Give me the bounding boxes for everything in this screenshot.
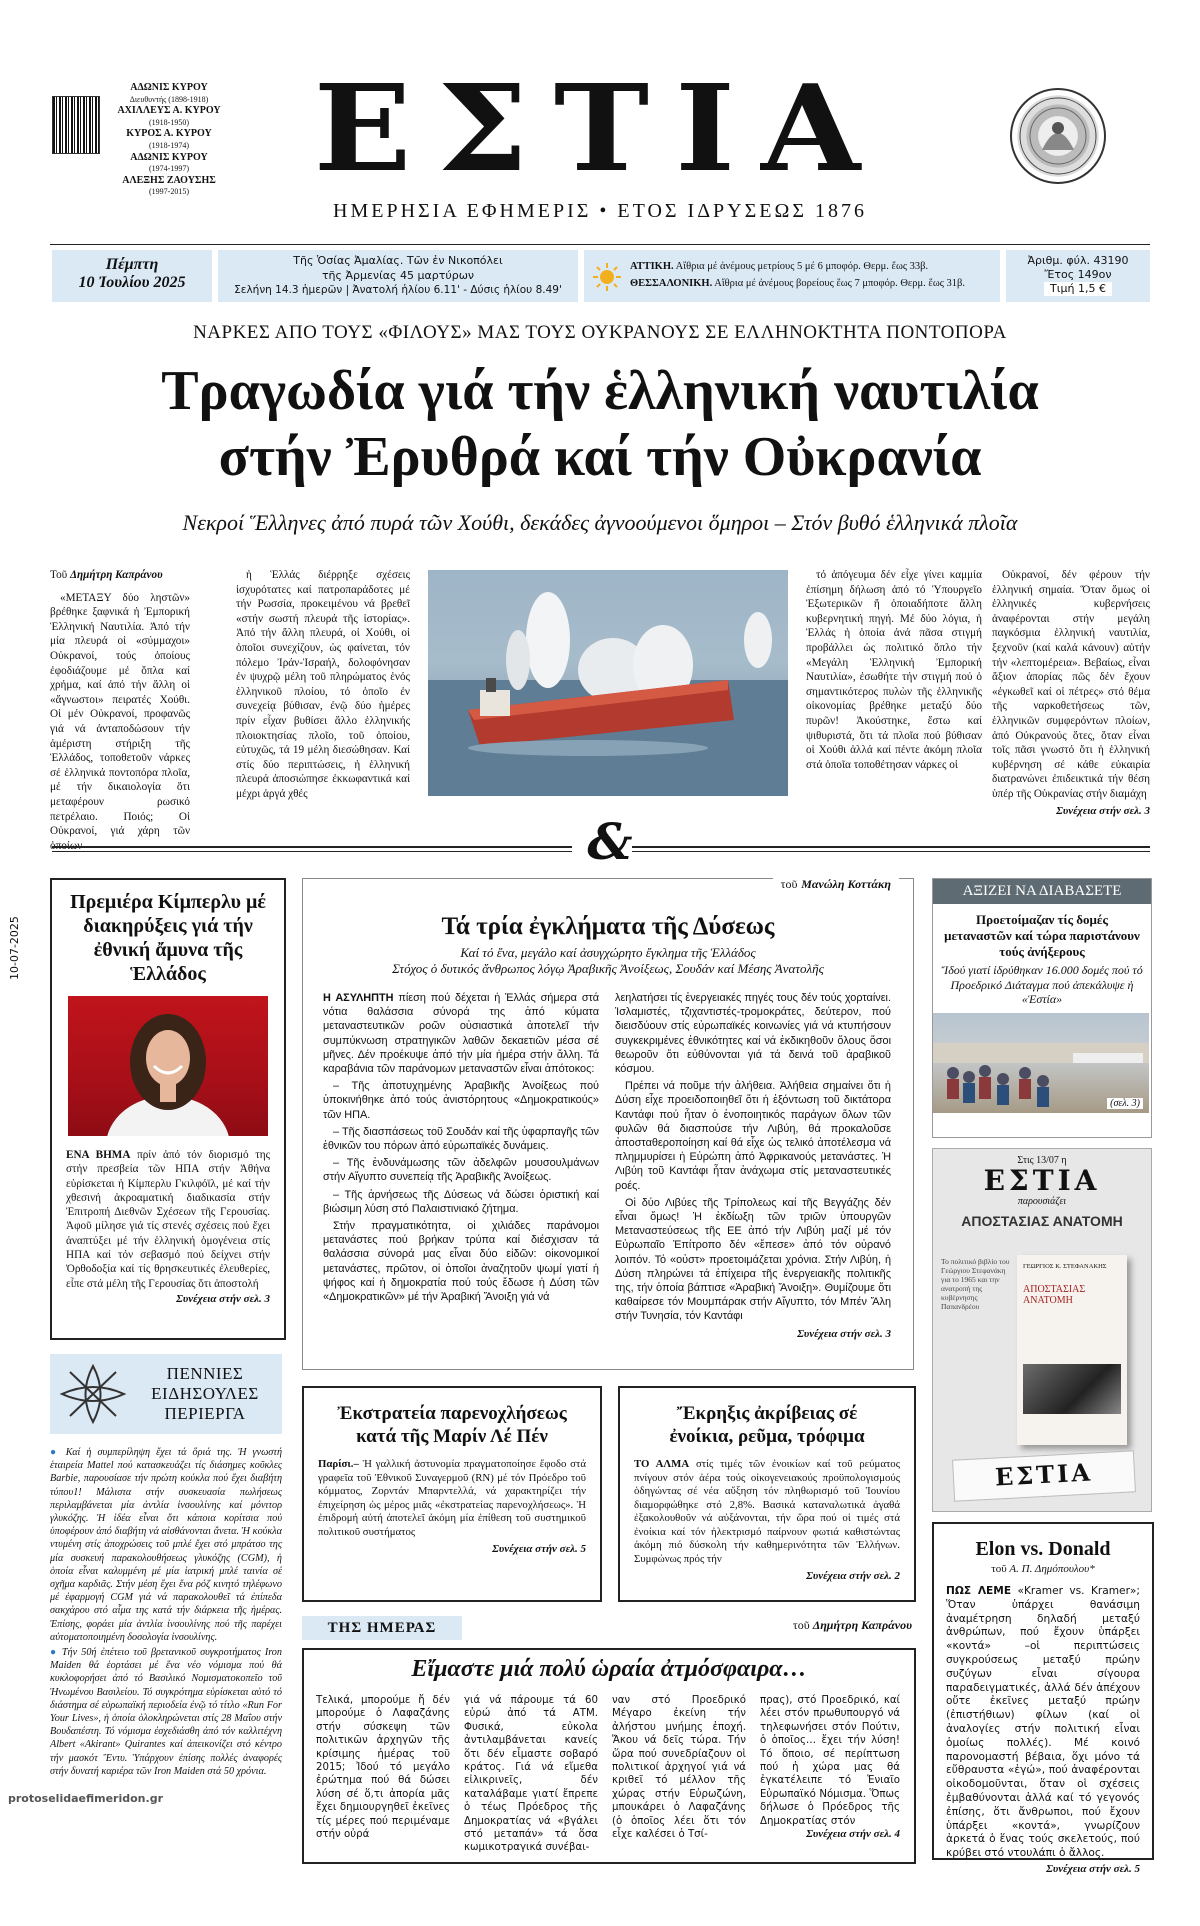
small-news-title: ΠΕΝΝΙΕΣ ΕΙΔΗΣΟΥΛΕΣ ΠΕΡΙΕΡΓΑ <box>151 1364 259 1423</box>
side-date: 10-07-2025 <box>8 916 21 980</box>
day-col-2 <box>464 1694 598 1855</box>
masthead-rule <box>50 244 1150 245</box>
continued-link[interactable]: Συνέχεια στήν σελ. 5 <box>1046 1862 1140 1875</box>
feature-caption: (σελ. 3) <box>1107 1098 1143 1109</box>
body-text: λεηλατήσει τίς ἐνεργειακές πηγές τους δέν τούς χορταίνει. Ἰσλαμιστές, τζιχαντιστές-τρομοκράτες, δεύτερον, πού διεισδύουν στίς εὐρωπαϊκές κοινωνίες γιά νά κτυπήσουν συγκεκριμένες ἐθνικότητες καί νά ἐκδικηθοῦν ὅλους ὅσοι θεωροῦν ὅτι εὐθύνονται γιά τά δεινά τοῦ ἀραβικοῦ κόσμου. <box>615 992 891 1076</box>
feature-sub: Ἴδού γιατί ἱδρύθηκαν 16.000 δομές πού τό Προεδρικό Διάταγμα πού ἀπεκάλυψε ἡ «Ἑστία» <box>941 963 1143 1006</box>
lead-subhead: Νεκροί Ἕλληνες ἀπό πυρά τῶν Χούθι, δεκάδες ἀγνοούμενοι ὅμηροι – Στόν βυθό ἑλληνικά πλοῖα <box>182 510 1018 535</box>
feature-photo <box>933 1013 1149 1113</box>
lead-col-4 <box>992 568 1150 818</box>
center-sub-1: Καί τό ἔνα, μεγάλο καί ἀσυγχώρητο ἔγκλημα τῆς Ἑλλάδος <box>460 945 756 960</box>
masthead-seal <box>1010 88 1106 184</box>
lead-text: «ΜΕΤΑΞΥ δύο ληστῶν» βρέθηκε ξαφνικά ἡ Ἐμπορική Ἑλληνική Ναυτιλία. Ἀπό τήν μία πλευρά οἱ «σύμμαχοι» Οὐκρανοί, τούς ὁποίους ἐφοδιάζουμε μέ ὅπλα καί χρήμα, καί ἀπό τήν ἄλλη οἱ «ἄγνωστοι» πειρατές Χούθι. Οἱ μέν Οὐκρανοί, προφανῶς γιά νά ἀνταποδώσουν τήν ἀμέριστη στήριξη τῆς Ἑλλάδος, τοποθετοῦν νάρκες σέ ἑλληνικά ποντοπόρα πλοῖα, μέ τήν δικαιολογία ὅτι μεταφέρουν ρωσικό πετρέλαιο. Ποιός; Οἱ Οὐκρανοί, γιά χάρη τῶν ὁποίων <box>50 591 190 852</box>
elon-box <box>932 1522 1154 1875</box>
center-story-box <box>302 878 914 1370</box>
ampersand-ornament: & <box>587 812 633 871</box>
issue-price: Τιμή 1,5 € <box>1044 282 1112 296</box>
lead-text: ἡ Ἑλλάς διέρρηξε σχέσεις ἰσχυρότατες καί πατροπαράδοτες μέ τήν Ρωσσία, προκειμένου νά βρεθεῖ «στήν σωστή πλευρά τῆς ἱστορίας». Ἀπό τήν ἄλλη πλευρά, οἱ Χούθι, οἱ ὁποῖοι συνεχίζουν, ὡς φαίνεται, τόν πόλεμο Ἰράν-Ἰσραήλ, δολοφόνησαν ἐν ψυχρῷ μέλη τοῦ πληρώματος ἑνός ἑλληνικοῦ πλοίου, τό ὁποῖο ἐν συνεχείᾳ βύθισαν, ἐνῷ δύο ἡμέρες πρίν εἶχαν βυθίσει ἄλλο ἑλληνικής πλοιοκτησίας πλοῖο, τοῦ ὁποίου, εὐτυχῶς, τά 19 μέλη διεσώθησαν. Καί στίς δύο περιπτώσεις, ἡ ἑλληνική πλευρά ἀποσιώπησε ἐκκωφαντικά καί μέχρι ἀργά χθές <box>236 569 410 800</box>
body-text: Οἱ δύο Λιβύες τῆς Τρίπολεως καί τῆς Βεγγάζης δέν εἶναι ὅμως! Ἡ ἐκδίωξη τῶν τριῶν ὑπουργῶν Μεταναστεύσεως τῆς ΕΕ ἀπό τήν Λιβύη μαζί μέ τόν Εὐρωπαῖο Ἐπίτροπο δέν «ἔπεσε» ἀπό τόν οὐρανό λοιπόν. Τό «οὐστ» προετοιμάζεται χρόνια. Στήν Λιβύη, ἡ Δύση πληρώνει τά ἐπίχειρα τῆς ἐνεργειακῆς πολιτικῆς της, τήν ὁποία βάπτισε «Ἀραβική Ἄνοιξη». Θυμίζουμε ὅτι καθαίρεσε τόν Μουμπάρακ στήν Αἴγυπτο, τόν Μπέν Ἄλη στήν Τυνησία, τόν Καντάφι <box>615 1196 891 1323</box>
barcode <box>52 96 100 154</box>
publishers-list <box>104 82 234 198</box>
day-col-3 <box>612 1694 746 1841</box>
center-byline <box>773 877 899 892</box>
book-cover <box>1017 1255 1127 1445</box>
continued-link[interactable]: Συνέχεια στήν σελ. 3 <box>797 1327 891 1340</box>
date-box <box>52 250 212 302</box>
center-headline: Τά τρία ἐγκλήματα τῆς Δύσεως <box>441 913 775 940</box>
lead-col-2 <box>236 568 410 802</box>
body-text: Ἡ γαλλική ἀστυνομία πραγματοποίησε ἔφοδο στά γραφεῖα τοῦ Ἐθνικοῦ Συναγερμοῦ (RN) μέ τόν Πρόεδρο τοῦ κόμματος, Ζορντάν Μπαρντελλά, νά χαρακτηρίζει τήν ἐπιχείρηση ὡς μέρος μιᾶς «ἐκστρατείας παρενοχλήσεως». Ἡ ἐπιδρομή αὐτή ἀποτελεῖ ἀκόμη μία ἐπίθεση τοῦ συστημικοῦ πολιτικοῦ συστήματος <box>318 1458 587 1538</box>
center-col-2 <box>615 991 891 1341</box>
promo-bottom-paper: ΕΣΤΙΑ <box>994 1457 1094 1492</box>
publisher-line: (1918-1950) <box>149 117 189 127</box>
body-text: «Kramer vs. Kramer»; Ὅταν ὑπάρχει θανάσιμη ἀναμέτρηση δηλαδή μεταξύ ἀνθρώπων, πού ἔχουν ὑπάρξει «κοντά» –οἱ περιπτώσεις συγκρούσεως μεταξύ πρώην συζύγων εἶναι σίγουρα παραδειγματικές, ἀλλά δέν ἀπέχουν οὔτε ἐκεῖνες μεταξύ πρώην (ἐπιστήθιων) φίλων (καί οἱ ἀναλογίες στήν πολιτική εἶναι ὁμοίως πολλές). Μέ κοινό παρονομαστή βέβαια, ὅχι μόνο τά εὔθραυστα «ἐγώ», πού ἀναφέρονται οἰκοδομοῦνται, ὅταν οἱ σχέσεις ἐμβαθύνονται ἀλλά καί τό γεγονός ἐπίσης, ὅτι ἄνθρωποι, πού ἔχουν ὑπάρξει «κοντά», γνωρίζουν ἀρκετά ὁ ἕνας τούς σκελετούς, πού κρύβει στό ντουλάπι ὁ ἄλλος. <box>946 1585 1140 1860</box>
day-col-1 <box>316 1694 450 1841</box>
lead-byline <box>50 568 190 583</box>
day-column-label: ΤΗΣ ΗΜΕΡΑΣ <box>302 1616 462 1640</box>
promo-newspaper <box>952 1450 1136 1501</box>
left-story-headline: Πρεμιέρα Κίμπερλυ μέ διακηρύξεις γιά τήν ἐθνική ἄμυνα τῆς Ἑλλάδος <box>70 891 266 985</box>
publisher-line: ΚΥΡΟΣ Α. ΚΥΡΟΥ <box>126 128 212 140</box>
weather-label: ΑΤΤΙΚΗ. <box>630 261 674 272</box>
lead-headline <box>50 358 1150 490</box>
news-bullet <box>50 1646 282 1778</box>
body-text: πρίν ἀπό τόν διορισμό της στήν πρεσβεία τῶν ΗΠΑ στήν Ἀθήνα εὑρίσκεται ἡ Κίμπερλυ Γκιλφόϊλ, μέ καί τήν χθεσινή ἀκροαματική διαδικασία στήν Ἐπιτροπή Διεθνῶν Σχέσεων τῆς Γερουσίας. Ἀφοῦ μίλησε γιά τίς στενές σχέσεις πού ἔχει ἀναπτύξει μέ τήν ἑλληνική ὁμογένεια στίς ΗΠΑ καί τόν σεβασμό πού δείχνει στήν Ὀρθοδοξία καί τίς θρησκευτικές ἐλευθερίες, εἶπε στά μέλη τῆς Γερουσίας ὅτι ἀποστολή <box>66 1149 271 1290</box>
small-news-body <box>50 1446 282 1778</box>
prices-text <box>634 1458 900 1566</box>
body-text: στίς τιμές τῶν ἐνοικίων καί τοῦ ρεύματος πνίγουν στόν ἀέρα τούς οἰκογενειακούς προϋπολογισμούς ὁδηγώντας σέ νέα αὔξηση τόν πληθωρισμό τοῦ Ἰουνίου διαμορφώθηκε στό 2,8%. Βασικά καταναλωτικά ἀγαθά ἐξακολουθοῦν νά αὐξάνονται, τήν ὥρα πού οἱ τιμές στά ἐνοίκια καί τόν ἠλεκτρισμό παίρνουν φωτιά καθιστώντας ἀκόμη πιό δύσκολη τήν καθημερινότητα τῶν Ἑλλήνων. Συμφώνως πρός τήν <box>634 1458 900 1565</box>
promo-blurb: Το πολιτικό βιβλίο του Γεώργιου Στεφανάκη για το 1965 και την ανατροπή της κυβέρνησης Παπανδρέου <box>941 1257 1010 1311</box>
body-text: – Τῆς ἐνδυνάμωσης τῶν ἀδελφῶν μουσουλμάνων στήν Αἴγυπτο συνεπείᾳ τῆς Ἀραβικῆς Ἀνοίξεως. <box>323 1157 599 1184</box>
byline-name: Μανώλη Κοττάκη <box>801 877 891 891</box>
elon-text <box>946 1585 1140 1861</box>
sun-icon <box>592 262 622 292</box>
byline-prefix: Τοῦ <box>50 569 68 581</box>
promo-title: ΑΠΟΣΤΑΣΙΑΣ ΑΝΑΤΟΜΗ <box>961 1213 1123 1229</box>
left-story-photo <box>68 996 268 1136</box>
bullet-icon: ● <box>50 1447 60 1458</box>
feature-headline: Προετοίμαζαν τίς δομές μεταναστῶν καί τώρα παριστάνουν τούς ἀνήξερους <box>944 912 1140 959</box>
publisher-line: ΑΔΩΝΙΣ ΚΥΡΟΥ <box>130 151 208 163</box>
lead-word: ΤΟ ΑΛΜΑ <box>634 1458 690 1470</box>
day-column-headline: Εἴμαστε μιά πολύ ὡραία ἀτμόσφαιρα… <box>411 1656 807 1682</box>
issue-number: Ἀριθμ. φύλ. 43190 <box>1027 254 1129 267</box>
right-feature-box <box>932 878 1152 1138</box>
lead-word: Η ΑΣΥΛΗΠΤΗ <box>323 992 394 1004</box>
issue-year: Ἔτος 149ον <box>1044 268 1112 281</box>
elon-headline: Elon vs. Donald <box>975 1538 1111 1560</box>
publisher-line: (1918-1974) <box>149 140 189 150</box>
byline-prefix: τοῦ <box>780 877 798 891</box>
body-text: Πρέπει νά ποῦμε τήν ἀλήθεια. Ἀλήθεια σημαίνει ὅτι ἡ Δύση εἶχε προειδοποιηθεῖ ὅτι ἡ ἐξόντωση τοῦ δικτάτορα Καντάφι πού ἦταν ὁ ἑνοποιητικός παράγων ὅλων τῶν φυλῶν θά διασπούσε τήν Λιβύη, θά προκαλοῦσε ἀποσταθεροποίηση καί θά εἶχε ὡς τελικό ἀποτέλεσμα νά πλημμυρίσει ἡ Εὐρώπη ἀπό Ἀφρικανούς μετανάστες. Ἡ Λιβύη τοῦ Καντάφι ἦταν ἀνάχωμα στίς μεταναστευτικές ροές. <box>615 1080 891 1192</box>
elon-byline <box>934 1563 1152 1575</box>
byline-name: Δημήτρη Καπράνου <box>812 1618 912 1632</box>
campaign-headline: Ἐκστρατεία παρενοχλήσεως κατά τῆς Μαρίν Λέ Πέν <box>337 1403 567 1447</box>
small-news-header <box>50 1354 282 1434</box>
saints-box <box>218 250 578 302</box>
continued-link[interactable]: Συνέχεια στήν σελ. 3 <box>1056 804 1150 817</box>
body-text: – Τῆς ἀποτυχημένης Ἀραβικῆς Ἀνοίξεως πού ὑποκινήθηκε ἀπό τούς ἀνιστόρητους «Δημοκρατικούς» τῶν ΗΠΑ. <box>323 1080 599 1121</box>
body-text: Τελικά, μπορούμε ἤ δέν μπορούμε ὁ Λαφαζάνης στήν σύσκεψη τῶν πολιτικῶν ἀρχηγῶν τῆς κρίσιμης ἡμέρας τοῦ 2015; Ἰδού τό μεγάλο ἐρώτημα πού θά δώσει λύση σέ ὅ,τι ἀπορία μᾶς ἔχει δημιουργηθεῖ ἐκεῖνες τίς μέρες πού περιμέναμε στήν οὐρά <box>316 1695 450 1841</box>
promo-paper: ΕΣΤΙΑ <box>983 1164 1101 1197</box>
body-text: ναν στό Προεδρικό Μέγαρο ἐκείνη τήν ἀλήστου μνήμης ἐποχή. Ἄκου νά δεῖς τώρα. Τήν ὥρα πού συνεδρίαζουν οἱ πολιτικοί ἀρχηγοί γιά νά κριθεῖ τό μέλλον τῆς χώρας στήν Εὐρωζώνη, μπουκάρει ὁ Λαφαζάνης (ὁ ὁποῖος λέει ὅτι τόν εἶχε καλέσει ὁ Τσί- <box>612 1695 746 1841</box>
book-cover-photo <box>1023 1364 1121 1414</box>
continued-link[interactable]: Συνέχεια στήν σελ. 5 <box>492 1543 586 1555</box>
lead-col-1 <box>50 568 190 853</box>
masthead-subtitle: ΗΜΕΡΗΣΙΑ ΕΦΗΜΕΡΙΣ • ΕΤΟΣ ΙΔΡΥΣΕΩΣ 1876 <box>333 200 867 222</box>
weather-label: ΘΕΣΣΑΛΟΝΙΚΗ. <box>630 278 713 289</box>
lead-photo <box>428 570 788 796</box>
lead-col-3 <box>806 568 982 772</box>
body-text: Καί ἡ συμπερίληψη ἔχει τά ὅριά της. Ἡ γνωστή ἑταιρεία Mattel πού κατασκευάζει τίς διάσημες κοῦκλες Barbie, παρουσίασε τήν πρώτη κούκλα πού ἔχει διαβήτη τύπου1! Μάλιστα στήν συσκευασία πωλήσεως περιλαμβάνεται μία ἀντλία ἰνσουλίνης καί μόνιτορ γλυκόζης. Ἡ ἰδέα εἶναι ὅτι κάποια κορίτσια πού ὑποφέρουν ἀπό διαβήτη νά αἰσθάνονται ἄνετα. Ἡ κούκλα ντυμένη στίς ἀποχρώσεις τοῦ μπλέ ἔχει στό μπράτσο της μία συσκευή παρακολουθήσεως γλυκόζης (CGM), ἡ ὁποία εἶναι καλυμμένη μέ μία ἰατρική μπλέ ταινία σέ σχῆμα καρδιᾶς. Στήν μέση ἔχει ἕνα ρόζ κινητό τηλέφωνο μέ ἐφαρμογή CGM γιά νά παρακολουθεῖ τά ἐπίπεδα σακχάρου στό αἷμα της κατά τήν διάρκεια τῆς ἡμέρας. Ἐπίσης, φοράει μία ἀντλία ἰνσουλίνης πού τῆς παρέχει αὐτοματοποιημένη δοσολογία ἰνσουλίνης. <box>50 1447 282 1643</box>
continued-link[interactable]: Συνέχεια στήν σελ. 4 <box>806 1828 900 1841</box>
body-text: πίεση πού δέχεται ἡ Ἑλλάς σήμερα στά νότια θαλάσσια σύνορά της ἀπό κύματα μεταναστευτικῶν ροῶν οὐσιαστικά ἀποτελεῖ τήν συμπύκνωση στρατηγικῶν λαθῶν δεκαετιῶν μέσα σέ μῆνες. Δέν προέκυψε ἀπό τήν μία ἡμέρα στήν ἄλλη. Τά καραβάνια τῶν παράνομων μεταναστῶν εἶναι ἀπότοκος: <box>323 992 599 1076</box>
body-text: – Τῆς ἀρνήσεως τῆς Δύσεως νά δώσει ὁριστική καί βιώσιμη λύση στό Παλαιστινιακό ζήτημα. <box>323 1188 599 1215</box>
portrait-image <box>68 996 268 1136</box>
prices-headline: Ἔκρηξις ἀκρίβειας σέ ἐνοίκια, ρεῦμα, τρόφιμα <box>669 1403 865 1447</box>
book-title: ΑΠΟΣΤΑΣΙΑΣ ΑΝΑΤΟΜΗ <box>1023 1284 1086 1306</box>
saints-line: τῆς Ἀρμενίας 45 μαρτύρων <box>321 269 475 282</box>
byline-prefix: τοῦ <box>792 1618 810 1632</box>
lead-text: τό ἀπόγευμα δέν εἶχε γίνει καμμία ἐπίσημη δήλωση ἀπό τό Ὑπουργεῖο Ἐξωτερικῶν ἤ ὁποιαδήποτε ἄλλη κυβερνητική πηγή. Μέ δύο λόγια, ἡ Ἑλλάς ἡ ὁποία ἀνά πᾶσα στιγμή προβάλλει ὡς πολιτικό ὅπλο τήν «Μεγάλη Ἑλληνική Ἐμπορική Ναυτιλία», ἐσωθήτε τήν στιγμή πού ὁ σημαντικότερος πυλὼν τῆς ἑλληνικῆς οἰκονομίας βρέθηκε μεταξύ δύο πυρῶν! Ἀκούστηκε, ἔστω καί ψιθυριστά, ὅτι τά πλοῖα πού βύθισαν οἱ Χούθι ἀλλά καί πέντε ἀκόμη πλοῖα στά ὁποῖα τοποθέτησαν νάρκες οἱ <box>806 569 982 771</box>
day-column-byline <box>700 1618 912 1633</box>
weather-text: Αἴθρια μέ ἀνέμους βορείους ἕως 7 μποφόρ. Θερμ. ἕως 31β. <box>714 278 965 289</box>
promo-presents: παρουσιάζει <box>1017 1196 1067 1207</box>
book-author: ΓΕΩΡΓΙΟΣ Κ. ΣΤΕΦΑΝΑΚΗΣ <box>1023 1263 1107 1270</box>
campaign-box <box>302 1386 602 1602</box>
ship-explosion-image <box>428 570 788 796</box>
weather-box <box>584 250 1000 302</box>
prices-box <box>618 1386 916 1602</box>
publisher-line: ΑΧΙΛΛΕΥΣ Α. ΚΥΡΟΥ <box>117 105 221 117</box>
left-story-text <box>66 1148 270 1291</box>
body-text: Στήν πραγματικότητα, οἱ χιλιάδες παράνομοι μετανάστες πού βρήκαν τρύπα καί διέσχισαν τά θαλάσσια σύνορά μας εἶναι δύο εἰδῶν: οἰκονομικοί μετανάστες, πρῶτον, οἱ ὁποῖοι ἀναζητοῦν ψωμί γιατί ἡ ψήφος καί ἡ δημοκρατία πού τούς ἔδωσε ἡ Δύση τῶν «Δημοκρατικῶν» μέ τήν Ἀραβική Ἄνοιξη γιά νά <box>323 1220 599 1304</box>
issue-box <box>1006 250 1150 302</box>
lead-word: ΕΝΑ ΒΗΜΑ <box>66 1149 131 1161</box>
center-col-1 <box>323 991 599 1307</box>
day-col-4 <box>760 1694 900 1841</box>
publisher-line: ΑΛΕΞΗΣ ΖΑΟΥΣΗΣ <box>122 174 216 186</box>
weather-thessaloniki <box>630 275 1000 292</box>
center-sub-2: Στόχος ὁ δυτικός ἄνθρωπος λόγῳ Ἀραβικῆς Ἀνοίξεως, Σουδάν καί Μέσης Ἀνατολῆς <box>392 961 824 976</box>
left-story-box <box>50 878 286 1340</box>
feature-header: ΑΞΙΖΕΙ ΝΑ ΔΙΑΒΑΣΕΤΕ <box>933 879 1151 904</box>
weather-attiki <box>630 258 1000 275</box>
promo-date: Στις 13/07 η <box>1017 1155 1067 1166</box>
day-column-box <box>302 1648 916 1864</box>
lead-headline-line: στήν Ἐρυθρά καί τήν Οὐκρανία <box>218 426 982 488</box>
weather-text: Αἴθρια μέ ἀνέμους μετρίους 5 μέ 6 μποφόρ. Θερμ. ἕως 33β. <box>675 261 929 272</box>
seal-icon <box>1012 90 1104 182</box>
saints-line: Τῆς Ὁσίας Ἀμαλίας. Τῶν ἐν Νικοπόλει <box>293 254 503 267</box>
book-promo-box <box>932 1148 1152 1512</box>
publisher-line: ΑΔΩΝΙΣ ΚΥΡΟΥ <box>130 82 208 93</box>
lead-word: ΠΩΣ ΛΕΜΕ <box>946 1585 1012 1597</box>
lead-kicker: ΝΑΡΚΕΣ ΑΠΟ ΤΟΥΣ «ΦΙΛΟΥΣ» ΜΑΣ ΤΟΥΣ ΟΥΚΡΑΝΟΥΣ ΣΕ ΕΛΛΗΝΟΚΤΗΤΑ ΠΟΝΤΟΠΟΡΑ <box>193 322 1007 343</box>
continued-link[interactable]: Συνέχεια στήν σελ. 2 <box>806 1570 900 1582</box>
lead-text: Οὐκρανοί, δέν φέρουν τήν ἑλληνική σημαία. Ὅταν ὅμως οἱ ἑλληνικές κυβερνήσεις ἀναφέρονται στήν μεγάλη παγκόσμια ἑλληνική ναυτιλία, ξεχνοῦν (καί καλά κάνουν) αὐτήν τήν «λεπτομέρεια». Βεβαίως, εἶναι ἄξιον ἀπορίας πῶς δέν ἔχουν «ἐγκωθεῖ καί οἱ πέτρες» στό θέμα τῆς ναρκοθετήσεως τῶν, ἑλληνικῶν συμφερόντων πλοίων, ἀπό Οὐκρανούς ὅτες, ὅταν εἶναι τοῖς πᾶσι γνωστό ὅτι ἡ ἑλληνική κυβέρνηση σέ κάθε εὐκαιρία διατρανώνει ἐπιδεικτικά τήν θέση ὑπέρ τῆς Οὐκρανίας στήν διαμάχη <box>992 569 1150 800</box>
publisher-line: Διευθυντής (1898-1918) <box>129 94 209 104</box>
body-text: – Τῆς διασπάσεως τοῦ Σουδάν καί τῆς ὑφαρπαγῆς τῶν ἐθνικῶν του πόρων ἀπό εὐρωπαϊκές δυνάμεις. <box>323 1125 599 1153</box>
issue-date: 10 Ἰουλίου 2025 <box>78 274 186 291</box>
watermark: protoselidaefimeridon.gr <box>8 1792 163 1805</box>
body-text: Τήν 50ή ἐπέτειο τοῦ βρετανικοῦ συγκροτήματος Iron Maiden θά ἑορτάσει μέ ἕνα νέο νόμισμα πού θά κυκλοφορήσει ἀπό τό Βασιλικό Νομισματοκοπεῖο τοῦ Ἡνωμένου Βασιλείου. Τό συγκρότημα εὑρίσκεται αὐτό τό διάστημα σέ εὐρωπαϊκή περιοδεία ἐνῷ τό τίτλο «Run For Your Lives», ἡ ὁποία ὀλοκληρώνεται στίς 28 Μαΐου στήν Βουδαπέστη. Τό νόμισμα ἐσχεδιάσθη ἀπό τόν καλλιτέχνη Albert «Akirant» Quirantes καί ἀπεικονίζει στό κέντρο τήν μασκότ Ἔντυ. Ὑπάρχουν ἐπίσης πολλές ἀναφορές στήν δυνατή καριέρα τῶν Iron Maiden στά 50 χρόνια. <box>50 1647 282 1777</box>
weekday: Πέμπτη <box>105 256 159 273</box>
lead-word: Παρίσι.– <box>318 1458 359 1470</box>
lead-headline-line: Τραγωδία γιά τήν ἑλληνική ναυτιλία <box>161 360 1039 422</box>
masthead-title: ΕΣΤΙΑ <box>313 59 887 199</box>
publisher-line: (1974-1997) <box>149 164 189 174</box>
body-text: γιά νά πάρουμε τά 60 εὐρώ ἀπό τά ΑΤΜ. Φυσικά, εὐκολα ἀντιλαμβάνεται κανείς ὅτι δέν εἶμαστε σοβαρό κράτος. Γιά νά εἴμεθα εἰλικρινεῖς, δέν καταλάβαμε γιατί ἔπρεπε ὁ τέως Πρόεδρος τῆς Δημοκρατίας νά «βγάλει στό μεταπάν» τά ὅσα κωμικοτραγικά συνέβαι- <box>464 1695 598 1854</box>
bullet-icon: ● <box>50 1647 58 1659</box>
byline-name: Δημήτρη Καπράνου <box>70 569 163 581</box>
news-bullet <box>50 1446 282 1644</box>
byline-name: Α. Π. Δημόπουλου* <box>1009 1563 1095 1575</box>
moon-sun: Σελήνη 14.3 ἡμερῶν | Ἀνατολή ἡλίου 6.11' - Δύσις ἡλίου 8.49' <box>234 284 562 296</box>
publisher-line: (1997-2015) <box>149 187 189 197</box>
body-text: πρας), στό Προεδρικό, καί λέει στόν πρωθυπουργό νά τηλεφωνήσει στόν Πούτιν, ὁ ὁποῖος… ἔχει τήν λύση! Τό ὅποιο, σέ περίπτωση πού ἡ χώρα μας θά ἐγκατέλειπε τό Ἑνιαῖο Εὐρωπαϊκό Νόμισμα. Ὅπως δήλωσε ὁ Πρόεδρος τῆς Δημοκρατίας στόν <box>760 1695 900 1827</box>
campaign-text <box>318 1458 586 1539</box>
ornament-icon <box>58 1362 128 1426</box>
continued-link[interactable]: Συνέχεια στήν σελ. 3 <box>176 1292 270 1305</box>
byline-prefix: τοῦ <box>991 1563 1007 1575</box>
